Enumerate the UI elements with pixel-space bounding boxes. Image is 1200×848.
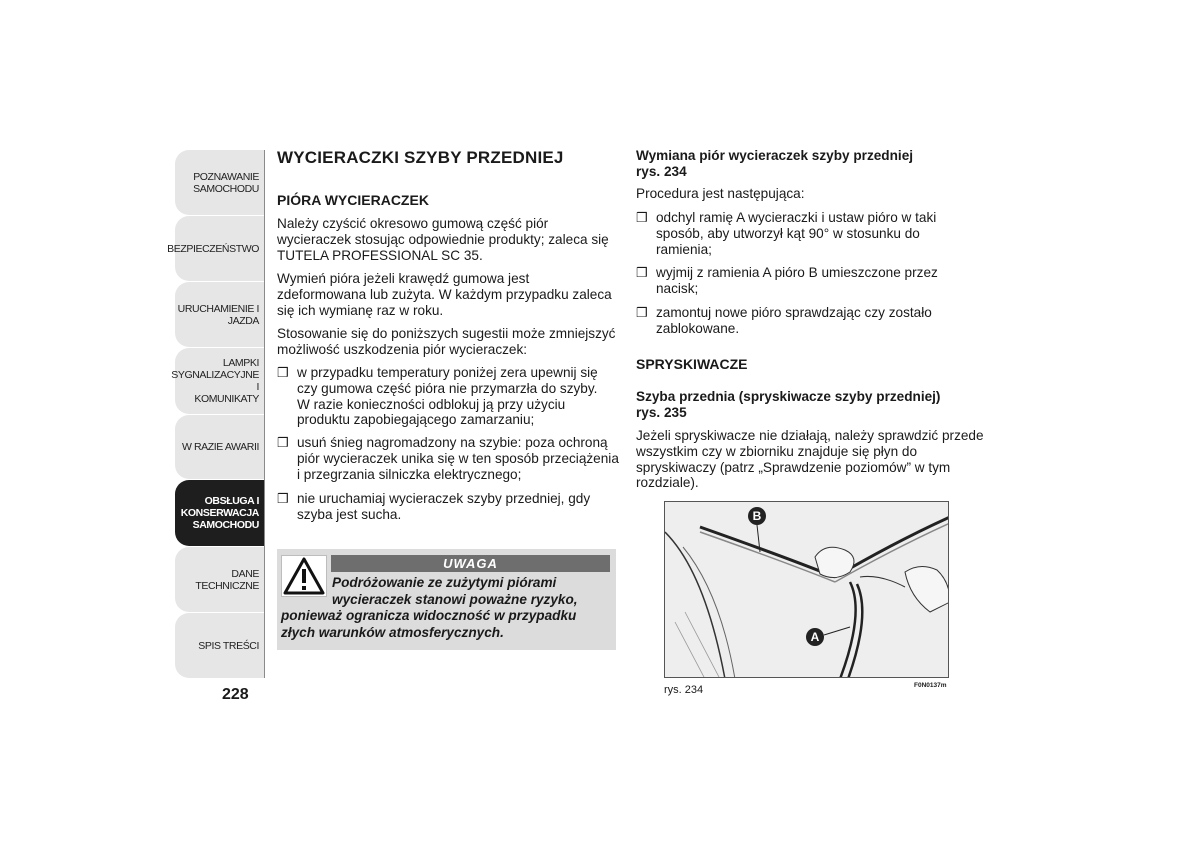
warning-text — [281, 575, 614, 641]
paragraph: Procedura jest następująca: — [636, 186, 805, 201]
page-title: WYCIERACZKI SZYBY PRZEDNIEJ — [277, 148, 564, 167]
tab-label: W RAZIE AWARII — [181, 441, 259, 453]
tab-spis-tresci[interactable] — [175, 613, 265, 678]
tab-label: SPIS TREŚCI — [198, 639, 259, 652]
text-line: szyba jest sucha. — [297, 506, 402, 522]
text-line: nie uruchamiaj wycieraczek szyby przedniej, gdy — [297, 491, 591, 506]
text-line: Stosowanie się do poniższych sugestii może zmniejszyć — [277, 326, 616, 341]
text-line: Wymiana piór wycieraczek szyby przedniej — [636, 148, 914, 163]
text-line: ramienia; — [656, 241, 712, 257]
figure-label-a: A — [810, 630, 820, 644]
tab-poznawanie-samochodu[interactable] — [175, 150, 265, 215]
list-item — [277, 435, 619, 482]
text-line: Podróżowanie ze zużytymi piórami — [332, 575, 557, 590]
tab-uruchamienie-jazda[interactable] — [175, 282, 265, 347]
text-line: piór wycieraczek unika się w ten sposób przeciążenia — [297, 450, 619, 466]
text-line: Szyba przednia (spryskiwacze szyby przedniej) — [636, 389, 941, 404]
text-line: wycieraczek stosując odpowiednie produkty; zaleca się — [277, 231, 609, 247]
text-line: w przypadku temperatury poniżej zera upewnij się — [297, 365, 598, 380]
subsection-heading — [636, 389, 940, 420]
text-line: wycieraczek stanowi poważne ryzyko, — [332, 591, 578, 607]
text-line: zdeformowana lub zużyta. W każdym przypadku zaleca — [277, 286, 612, 302]
text-line: Należy czyścić okresowo gumową część piór — [277, 216, 549, 231]
paragraph — [277, 271, 612, 318]
paragraph — [636, 428, 984, 491]
section-heading: SPRYSKIWACZE — [636, 356, 748, 372]
checkbox-bullet-icon: ❒ — [636, 305, 648, 320]
wiper-illustration — [664, 501, 949, 678]
text-line: Jeżeli spryskiwacze nie działają, należy sprawdzić przede — [636, 428, 984, 443]
list-item — [277, 491, 590, 523]
text-line: możliwość uszkodzenia piór wycieraczek: — [277, 341, 528, 357]
checkbox-bullet-icon: ❒ — [636, 265, 648, 280]
text-line: rys. 235 — [636, 404, 687, 420]
figure-label-b: B — [752, 509, 762, 523]
tab-label: URUCHAMIENIE I JAZDA — [177, 302, 259, 327]
text-line: zablokowane. — [656, 320, 740, 336]
list-item — [636, 265, 938, 297]
checkbox-bullet-icon: ❒ — [277, 365, 289, 380]
list-item — [636, 210, 936, 257]
text-line: odchyl ramię A wycieraczki i ustaw pióro w taki — [656, 210, 937, 225]
figure-code: F0N0137m — [914, 682, 947, 689]
tab-label: LAMPKI SYGNALIZACYJNE I KOMUNIKATY — [171, 357, 259, 405]
page-number: 228 — [222, 686, 249, 703]
list-item — [636, 305, 932, 337]
text-line: zamontuj nowe pióro sprawdzając czy zostało — [656, 305, 932, 320]
text-line: W razie konieczności odblokuj ją przy użyciu — [297, 396, 566, 412]
section-heading: PIÓRA WYCIERACZEK — [277, 192, 429, 208]
text-line: nacisk; — [656, 280, 699, 296]
text-line: rys. 234 — [636, 163, 687, 179]
tab-lampki[interactable] — [171, 348, 265, 414]
text-line: ponieważ ogranicza widoczność w przypadku — [281, 608, 577, 623]
text-line: spryskiwaczy (patrz „Sprawdzenie poziomów” w tym — [636, 459, 951, 475]
text-line: usuń śnieg nagromadzony na szybie: poza ochroną — [297, 435, 608, 450]
text-line: się ich wymianę raz w roku. — [277, 302, 444, 318]
text-line: i przegrzania silniczka elektrycznego; — [297, 466, 522, 482]
tab-label: BEZPIECZEŃSTWO — [167, 242, 259, 255]
text-line: produktu zapobiegającego zamarzaniu; — [297, 412, 535, 428]
checkbox-bullet-icon: ❒ — [277, 435, 289, 450]
tab-obsluga-konserwacja[interactable] — [175, 480, 265, 546]
checkbox-bullet-icon: ❒ — [636, 210, 648, 225]
text-line: czy gumowa część pióra nie przymarzła do szyby. — [297, 380, 598, 396]
warning-header: UWAGA — [331, 555, 610, 572]
sidebar-divider — [264, 150, 265, 678]
text-line: złych warunków atmosferycznych. — [281, 624, 504, 640]
text-line: sposób, aby utworzył kąt 90° w stosunku do — [656, 225, 920, 241]
subsection-heading — [636, 148, 913, 179]
text-line: wszystkim czy w zbiorniku znajduje się płyn do — [636, 443, 918, 459]
text-line: wyjmij z ramienia A pióro B umieszczone przez — [656, 265, 938, 280]
tab-label: POZNAWANIE SAMOCHODU — [193, 170, 259, 195]
text-line: rozdziale). — [636, 475, 699, 491]
figure-caption: rys. 234 — [664, 684, 704, 696]
text-line: Wymień pióra jeżeli krawędź gumowa jest — [277, 271, 530, 286]
paragraph — [277, 326, 615, 358]
paragraph — [277, 216, 609, 263]
list-item — [277, 365, 598, 428]
text-line: TUTELA PROFESSIONAL SC 35. — [277, 247, 483, 263]
checkbox-bullet-icon: ❒ — [277, 491, 289, 506]
tab-label: OBSŁUGA I KONSERWACJA SAMOCHODU — [180, 495, 259, 531]
tab-w-razie-awarii[interactable] — [175, 415, 265, 479]
tab-dane-techniczne[interactable] — [175, 547, 265, 612]
tab-bezpieczenstwo[interactable] — [167, 216, 265, 281]
tab-label: DANE TECHNICZNE — [195, 567, 259, 592]
